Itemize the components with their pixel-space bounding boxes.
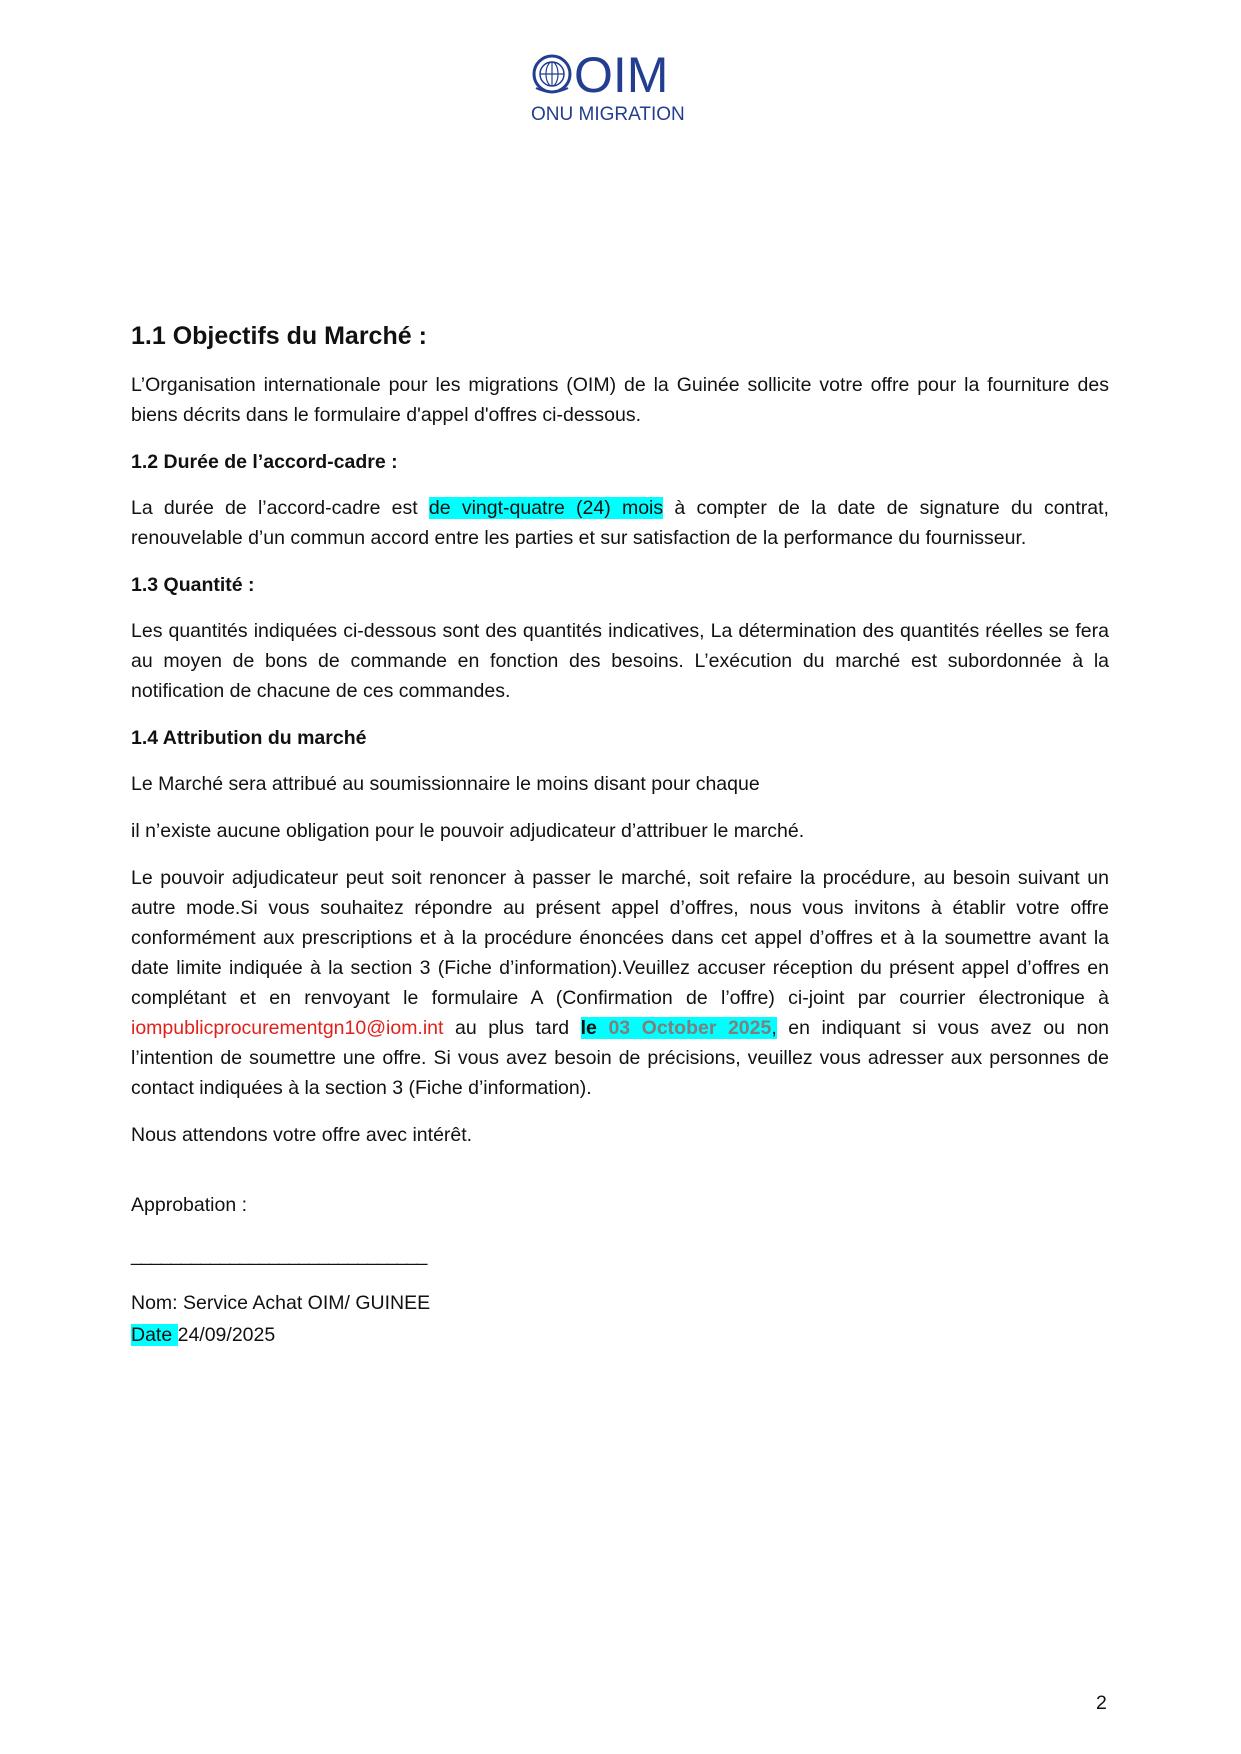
para3-text-after: en indiquant si vous avez ou non l’intention de soumettre une offre. Si vous avez besoin de précisions, veuillez vous adresser aux personnes de contact indiquées à la section 3 (Fiche d’information).	[131, 1017, 1110, 1099]
deadline-comma: ,	[771, 1017, 777, 1039]
email-link[interactable]: iompublicprocurementgn10@iom.int	[131, 1017, 444, 1039]
section-1-3-text: Les quantités indiquées ci-dessous sont des quantités indicatives, La détermination des quantités réelles se fera au moyen de bons de commande en fonction des besoins. L’exécution du marché est subordonnée à la notification de chacune de ces commandes.	[131, 620, 1109, 702]
section-1-3-heading: 1.3 Quantité :	[131, 574, 255, 596]
deadline-le: le	[580, 1017, 609, 1039]
attribution-para-2: il n’existe aucune obligation pour le pouvoir adjudicateur d’attribuer le marché.	[131, 820, 805, 842]
para3-text-mid: au plus tard	[443, 1017, 581, 1039]
oim-logo	[528, 48, 713, 126]
duration-text-after: à compter de la date de signature du contrat, renouvelable d’un commun accord entre les parties et sur satisfaction de la performance du fournisseur.	[131, 497, 1109, 549]
section-1-1-text: L’Organisation internationale pour les migrations (OIM) de la Guinée sollicite votre offre pour la fourniture des biens décrits dans le formulaire d'appel d'offres ci-dessous.	[131, 374, 1109, 426]
section-1-4-heading: 1.4 Attribution du marché	[131, 727, 367, 749]
deadline-date: 03 October 2025	[608, 1017, 772, 1039]
oim-logo-graphic	[528, 48, 713, 126]
closing-text: Nous attendons votre offre avec intérêt.	[131, 1124, 473, 1146]
para3-text-before: Le pouvoir adjudicateur peut soit renoncer à passer le marché, soit refaire la procédure, au besoin suivant un autre mode.Si vous souhaitez répondre au présent appel d’offres, nous vous invitons à établir votre offre conformément aux prescriptions et à la procédure énoncées dans cet appel d’offres et à la soumettre avant la date limite indiquée à la section 3 (Fiche d’information).Veuillez accuser réception du présent appel d’offres en complétant et en renvoyant le formulaire A (Confirmation de l’offre) ci-joint par courrier électronique à	[131, 867, 1109, 1009]
attribution-para-1: Le Marché sera attribué au soumissionnaire le moins disant pour chaque	[131, 773, 760, 795]
approbation-label: Approbation :	[131, 1194, 248, 1216]
section-1-2-text	[131, 493, 1109, 553]
page-number: 2	[1096, 1692, 1107, 1714]
duration-text-before: La durée de l’accord-cadre est	[131, 497, 429, 519]
date-label: Date	[131, 1324, 178, 1346]
deadline-highlight	[581, 1017, 777, 1039]
signature-line: ______________________________	[131, 1244, 427, 1266]
date-value: 24/09/2025	[177, 1324, 276, 1346]
logo-subtitle: ONU MIGRATION	[531, 104, 685, 125]
logo-oim-text: OIM	[574, 48, 669, 103]
attribution-para-3	[131, 863, 1109, 1103]
signatory-name: Nom: Service Achat OIM/ GUINEE	[131, 1292, 431, 1314]
document-body	[131, 320, 1109, 1367]
duration-highlight: de vingt-quatre (24) mois	[428, 497, 664, 519]
signature-date	[131, 1320, 1109, 1350]
section-1-2-heading: 1.2 Durée de l’accord-cadre :	[131, 451, 398, 473]
section-1-1-heading: 1.1 Objectifs du Marché :	[131, 322, 427, 350]
un-emblem-icon	[534, 56, 570, 92]
